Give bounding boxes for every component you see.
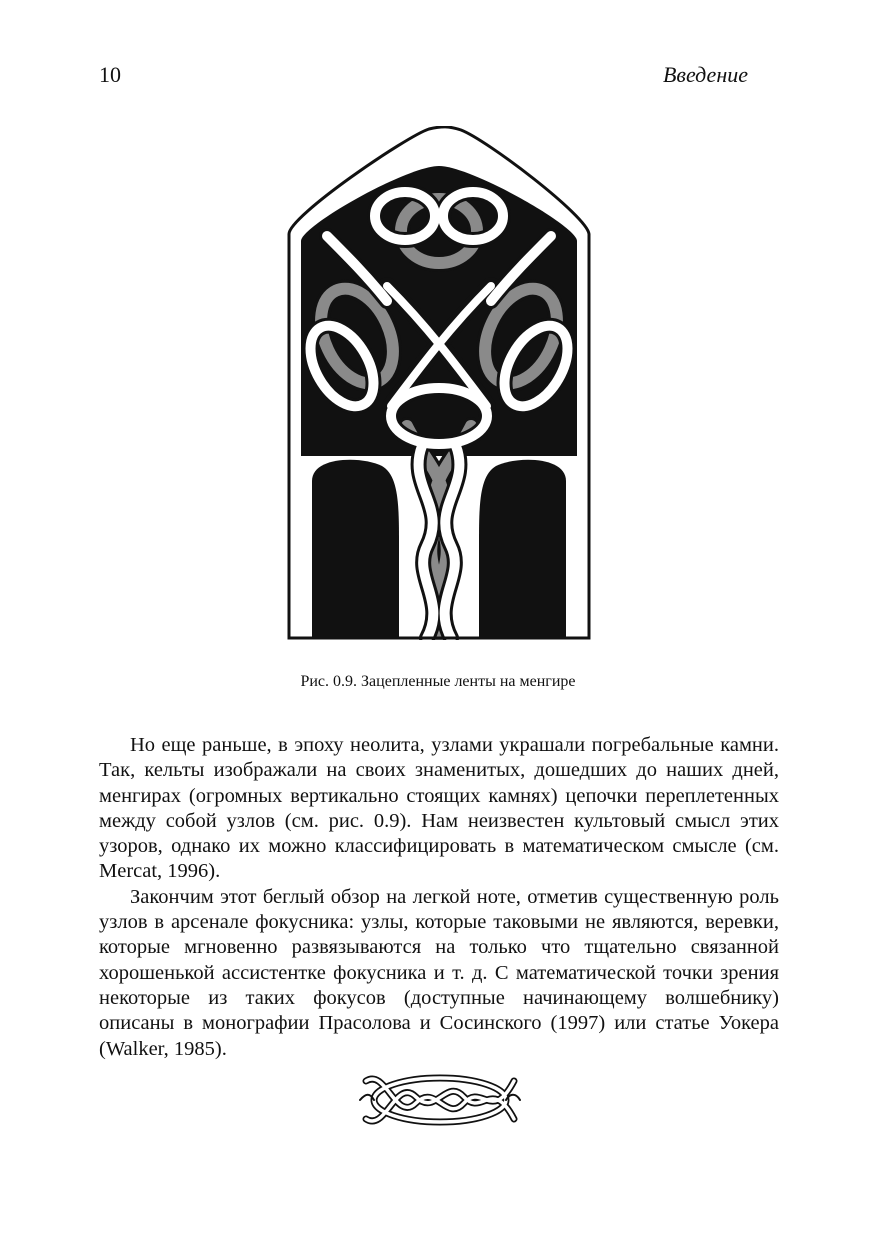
running-head: Введение — [662, 62, 748, 87]
paragraph-1: Но еще раньше, в эпоху неолита, узлами украшали погребальные камни. Так, кельты изображали на своих знаменитых, дошедших до наших дней, менгирах (огромных вертикально стоящих камнях) цепочки переплетенных между собой узлов (см. рис. 0.9). Нам неизвестен культовый смысл этих узоров, однако их можно классифицировать в математическом смысле (см. Mercat, 1996). — [99, 734, 779, 883]
page-number: 10 — [99, 62, 121, 87]
left-pillar — [312, 460, 399, 638]
body-text — [99, 733, 779, 1062]
right-pillar — [479, 460, 566, 638]
menhir-knot-figure — [287, 126, 591, 640]
knot-ornament — [356, 1063, 524, 1137]
figure-caption: Рис. 0.9. Зацепленные ленты на менгире — [300, 673, 576, 690]
paragraph-2: Закончим этот беглый обзор на легкой ноте, отметив существенную роль узлов в арсенале фокусника: узлы, которые таковыми не являются, веревки, которые мгновенно развязываются на только что тщательно связанной хорошенькой ассистентке фокусника и т. д. С математической точки зрения некоторые из таких фокусов (доступные начинающему волшебнику) описаны в монографии Прасолова и Сосинского (1997) или статье Уокера (Walker, 1985). — [99, 885, 779, 1060]
